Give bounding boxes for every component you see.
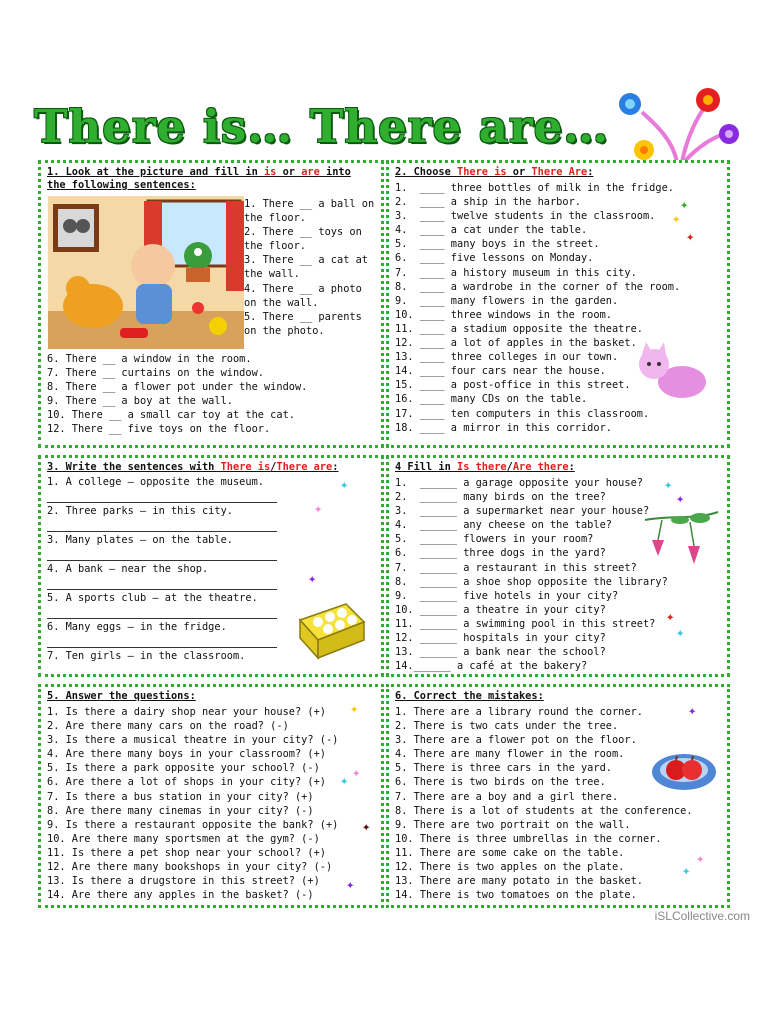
list-item: 14. Are there any apples in the basket? (-) <box>47 889 314 902</box>
list-item: 10. Are there many sportsmen at the gym? (-) <box>47 832 320 845</box>
sentence: 12. There __ five toys on the floor. <box>47 423 271 436</box>
answer-line[interactable] <box>47 663 277 677</box>
list-item: 2. ______ many birds on the tree? <box>395 491 606 504</box>
list-item: 7. Is there a bus station in your city? (+) <box>47 790 314 803</box>
list-item: 10. ____ three windows in the room. <box>395 308 612 321</box>
sparkle-icon: ✦ <box>350 701 359 717</box>
sparkle-icon: ✦ <box>352 765 361 781</box>
list-item: 1. ______ a garage opposite your house? <box>395 477 643 489</box>
room-picture <box>48 196 244 349</box>
sparkle-icon: ✦ <box>686 229 695 245</box>
sentence: 2. There __ toys on the floor. <box>244 226 362 253</box>
sentence: 3. There __ a cat at the wall. <box>244 254 368 281</box>
list-item: 14.______ a café at the bakery? <box>395 660 588 673</box>
list-item: 5. There is three cars in the yard. <box>395 762 612 775</box>
list-item: 7. ____ a history museum in this city. <box>395 266 637 279</box>
list-item: 6. ______ three dogs in the yard? <box>395 547 606 560</box>
list-item: 4. ______ any cheese on the table? <box>395 519 612 532</box>
cat-icon <box>634 342 712 404</box>
answer-line[interactable] <box>47 634 277 648</box>
sparkle-icon: ✦ <box>308 571 317 587</box>
answer-line[interactable] <box>47 489 277 503</box>
sentence: 10. There __ a small car toy at the cat. <box>47 409 295 422</box>
section-6-heading: 6. Correct the mistakes: <box>395 690 544 702</box>
list-item: 12. ______ hospitals in your city? <box>395 632 606 645</box>
list-item: 6. There is two birds on the tree. <box>395 776 606 789</box>
list-item: 18. ____ a mirror in this corridor. <box>395 421 612 434</box>
list-item: 5. Is there a park opposite your school? (-) <box>47 762 320 775</box>
list-item: 1. A college – opposite the museum. <box>47 476 264 488</box>
list-item: 2. ____ a ship in the harbor. <box>395 196 581 209</box>
list-item: 14. There is two tomatoes on the plate. <box>395 889 637 902</box>
sparkle-icon: ✦ <box>346 877 355 893</box>
list-item: 8. Are there many cinemas in your city? (-) <box>47 804 314 817</box>
list-item: 6. Many eggs – in the fridge. <box>47 621 227 633</box>
list-item: 2. There is two cats under the tree. <box>395 720 619 733</box>
sparkle-icon: ✦ <box>664 477 673 493</box>
list-item: 7. There are a boy and a girl there. <box>395 790 619 803</box>
list-item: 8. There is a lot of students at the conference. <box>395 804 693 817</box>
list-item: 12. ____ a lot of apples in the basket. <box>395 337 637 350</box>
answer-line[interactable] <box>47 605 277 619</box>
sentence: 1. There __ a ball on the floor. <box>244 198 375 225</box>
sparkle-icon: ✦ <box>666 609 675 625</box>
list-item: 1. Is there a dairy shop near your house? (+) <box>47 706 326 718</box>
list-item: 11. ______ a swimming pool in this street? <box>395 617 656 630</box>
list-item: 13. ______ a bank near the school? <box>395 646 606 659</box>
section-2 <box>386 160 730 448</box>
list-item: 12. Are there many bookshops in your city? (-) <box>47 861 333 874</box>
list-item: 11. ____ a stadium opposite the theatre. <box>395 322 643 335</box>
section-1-heading: 1. Look at the picture and fill in is or are into the following sentences: <box>47 166 351 191</box>
list-item: 3. There are a flower pot on the floor. <box>395 734 637 747</box>
sparkle-icon: ✦ <box>680 197 689 213</box>
list-item: 5. ______ flowers in your room? <box>395 533 594 546</box>
sparkle-icon: ✦ <box>676 625 685 641</box>
list-item: 8. ______ a shoe shop opposite the library? <box>395 575 668 588</box>
answer-line[interactable] <box>47 576 277 590</box>
sparkle-icon: ✦ <box>314 501 323 517</box>
list-item: 16. ____ many CDs on the table. <box>395 393 588 406</box>
list-item: 11. Is there a pet shop near your school? (+) <box>47 846 326 859</box>
sentence: 9. There __ a boy at the wall. <box>47 395 233 408</box>
answer-line[interactable] <box>47 518 277 532</box>
list-item: 10. There is three umbrellas in the corner. <box>395 832 662 845</box>
answer-line[interactable] <box>47 547 277 561</box>
sparkle-icon: ✦ <box>340 477 349 493</box>
list-item: 2. Three parks – in this city. <box>47 505 233 517</box>
list-item: 14. ____ four cars near the house. <box>395 365 606 378</box>
list-item: 6. Are there a lot of shops in your city? (+) <box>47 776 326 789</box>
section-4-heading: 4 Fill in Is there/Are there: <box>395 461 575 473</box>
list-item: 5. A sports club – at the theatre. <box>47 592 258 604</box>
list-item: 17. ____ ten computers in this classroom. <box>395 407 650 420</box>
list-item: 3. Many plates – on the table. <box>47 534 233 546</box>
page-title: There is… There are… <box>34 100 610 153</box>
list-item: 1. There are a library round the corner. <box>395 706 643 718</box>
section-3-heading: 3. Write the sentences with There is/There are: <box>47 461 339 473</box>
apples-plate-icon <box>650 748 718 792</box>
list-item: 7. Ten girls – in the classroom. <box>47 650 246 662</box>
sentence: 5. There __ parents on the photo. <box>244 310 362 337</box>
flowers-decoration-icon <box>582 82 742 162</box>
list-item: 4. ____ a cat under the table. <box>395 224 588 237</box>
list-item: 8. ____ a wardrobe in the corner of the room. <box>395 280 681 293</box>
list-item: 2. Are there many cars on the road? (-) <box>47 720 289 733</box>
list-item: 4. Are there many boys in your classroom? (+) <box>47 748 326 761</box>
section-1-sentences <box>47 352 377 437</box>
section-1-side-sentences <box>244 197 376 338</box>
list-item: 9. ____ many flowers in the garden. <box>395 294 619 307</box>
sparkle-icon: ✦ <box>676 491 685 507</box>
sparkle-icon: ✦ <box>696 851 705 867</box>
list-item: 13. Is there a drugstore in this street? (+) <box>47 875 320 888</box>
section-2-heading: 2. Choose There is or There Are: <box>395 166 594 178</box>
list-item: 4. There are many flower in the room. <box>395 748 625 761</box>
list-item: 5. ____ many boys in the street. <box>395 238 600 251</box>
list-item: 7. ______ a restaurant in this street? <box>395 561 637 574</box>
sparkle-icon: ✦ <box>688 703 697 719</box>
list-item: 9. There are two portrait on the wall. <box>395 818 631 831</box>
list-item: 3. ____ twelve students in the classroom. <box>395 210 656 223</box>
section-5-heading: 5. Answer the questions: <box>47 690 196 702</box>
sentence: 6. There __ a window in the room. <box>47 353 252 365</box>
list-item: 1. ____ three bottles of milk in the fridge. <box>395 182 674 194</box>
fuchsia-flower-icon <box>640 510 720 576</box>
sentence: 8. There __ a flower pot under the window. <box>47 381 308 394</box>
list-item: 6. ____ five lessons on Monday. <box>395 252 594 265</box>
sentence: 4. There __ a photo on the wall. <box>244 282 362 309</box>
list-item: 13. ____ three colleges in our town. <box>395 351 619 364</box>
list-item: 15. ____ a post-office in this street. <box>395 379 631 392</box>
list-item: 12. There is two apples on the plate. <box>395 861 625 874</box>
list-item: 3. ______ a supermarket near your house? <box>395 505 650 518</box>
sparkle-icon: ✦ <box>340 773 349 789</box>
egg-carton-icon <box>296 600 368 662</box>
watermark: iSLCollective.com <box>654 909 750 923</box>
list-item: 11. There are some cake on the table. <box>395 846 625 859</box>
sparkle-icon: ✦ <box>672 211 681 227</box>
list-item: 9. Is there a restaurant opposite the bank? (+) <box>47 818 339 831</box>
list-item: 3. Is there a musical theatre in your city? (-) <box>47 734 339 747</box>
section-6 <box>386 684 730 908</box>
section-5 <box>38 684 384 908</box>
list-item: 13. There are many potato in the basket. <box>395 875 643 888</box>
sparkle-icon: ✦ <box>682 863 691 879</box>
list-item: 9. ______ five hotels in your city? <box>395 589 619 602</box>
list-item: 10. ______ a theatre in your city? <box>395 603 606 616</box>
sparkle-icon: ✦ <box>362 819 371 835</box>
sentence: 7. There __ curtains on the window. <box>47 367 264 380</box>
list-item: 4. A bank – near the shop. <box>47 563 209 575</box>
